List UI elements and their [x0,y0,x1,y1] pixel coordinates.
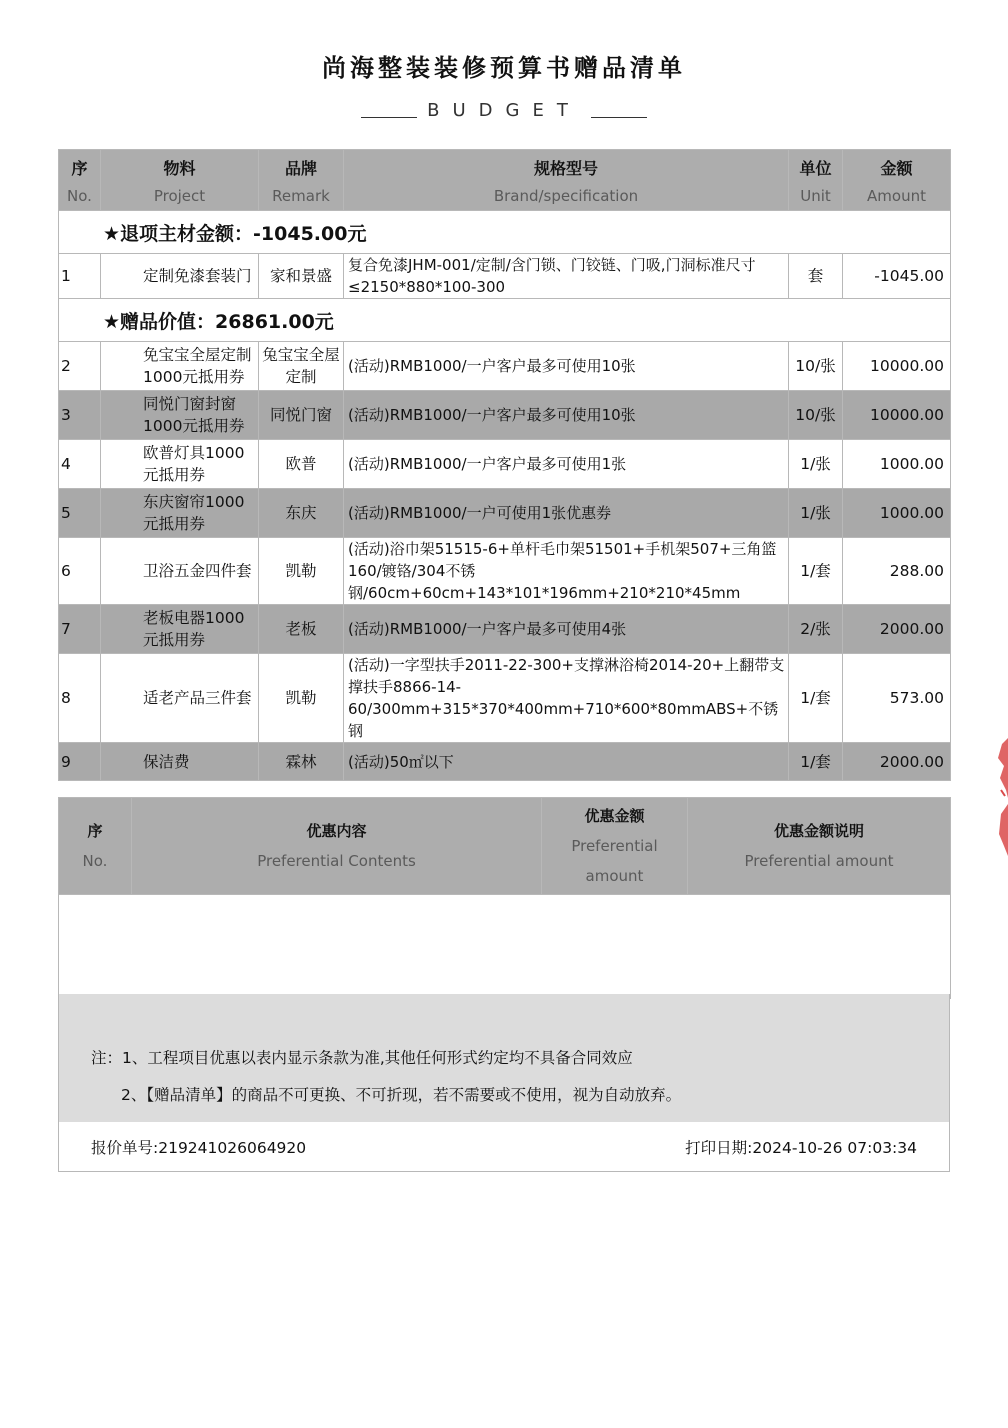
row-name: 同悦门窗封窗1000元抵用券 [101,391,259,440]
pref-header-contents: 优惠内容 Preferential Contents [132,798,542,895]
row-no: 5 [59,489,101,538]
table-row [59,605,951,654]
quote-number: 报价单号:219241026064920 [91,1139,307,1157]
subtitle-left-rule [361,117,417,118]
notes-section [58,994,950,1122]
row-spec: (活动)RMB1000/一户客户最多可使用10张 [344,342,789,391]
header-amount: 金额 Amount [843,150,951,211]
row-spec: (活动)浴巾架51515-6+单杆毛巾架51501+手机架507+三角篮160/镀铬/304不锈钢/60cm+60cm+143*101*196mm+210*210*45mm [344,538,789,605]
section-gift [59,299,951,342]
row-name: 欧普灯具1000元抵用券 [101,440,259,489]
stamp-fragment [996,738,1008,858]
row-unit: 1/套 [789,743,843,781]
row-brand: 家和景盛 [259,254,344,299]
table-row [59,254,951,299]
row-amount: 2000.00 [843,743,951,781]
note-line-1: 注：1、工程项目优惠以表内显示条款为准,其他任何形式约定均不具备合同效应 [91,1049,633,1067]
row-name: 定制免漆套装门 [101,254,259,299]
row-spec: (活动)50㎡以下 [344,743,789,781]
preferential-table-header [59,798,951,895]
header-unit: 单位 Unit [789,150,843,211]
row-no: 7 [59,605,101,654]
row-spec: 复合免漆JHM-001/定制/含门锁、门铰链、门吸,门洞标准尺寸≤2150*880*100-300 [344,254,789,299]
row-no: 1 [59,254,101,299]
row-no: 9 [59,743,101,781]
footer-bar [58,1122,950,1172]
row-spec: (活动)RMB1000/一户客户最多可使用1张 [344,440,789,489]
section-gift-label: ★赠品价值：26861.00元 [59,299,951,342]
table-row [59,391,951,440]
row-name: 卫浴五金四件套 [101,538,259,605]
table-row [59,654,951,743]
row-unit: 1/套 [789,538,843,605]
row-amount: 1000.00 [843,489,951,538]
preferential-table [58,797,951,999]
header-project: 物料 Project [101,150,259,211]
row-brand: 欧普 [259,440,344,489]
row-unit: 套 [789,254,843,299]
row-amount: 2000.00 [843,605,951,654]
row-no: 8 [59,654,101,743]
print-date: 打印日期:2024-10-26 07:03:34 [685,1139,917,1157]
row-brand: 凯勒 [259,654,344,743]
budget-table [58,149,951,781]
subtitle-text: BUDGET [427,100,581,121]
preferential-empty-row [59,895,951,1000]
preferential-empty-cell [59,895,951,1000]
header-spec: 规格型号 Brand/specification [344,150,789,211]
row-brand: 兔宝宝全屋定制 [259,342,344,391]
row-name: 东庆窗帘1000元抵用券 [101,489,259,538]
header-remark: 品牌 Remark [259,150,344,211]
row-no: 2 [59,342,101,391]
table-row [59,440,951,489]
subtitle-right-rule [591,117,647,118]
row-unit: 1/张 [789,489,843,538]
note-line-2: 2、【赠品清单】的商品不可更换、不可折现，若不需要或不使用，视为自动放弃。 [121,1086,682,1104]
document-title: 尚海整装装修预算书赠品清单 [322,54,686,82]
pref-header-no: 序 No. [59,798,132,895]
header-no: 序 No. [59,150,101,211]
row-unit: 1/套 [789,654,843,743]
row-name: 保洁费 [101,743,259,781]
row-no: 6 [59,538,101,605]
row-amount: 573.00 [843,654,951,743]
row-name: 适老产品三件套 [101,654,259,743]
row-spec: (活动)RMB1000/一户可使用1张优惠券 [344,489,789,538]
row-spec: (活动)RMB1000/一户客户最多可使用10张 [344,391,789,440]
row-no: 3 [59,391,101,440]
row-unit: 10/张 [789,342,843,391]
row-brand: 老板 [259,605,344,654]
table-row [59,342,951,391]
table-row [59,538,951,605]
row-brand: 凯勒 [259,538,344,605]
document-subtitle [0,100,1008,121]
row-amount: -1045.00 [843,254,951,299]
row-amount: 10000.00 [843,391,951,440]
row-unit: 10/张 [789,391,843,440]
table-row [59,743,951,781]
row-unit: 2/张 [789,605,843,654]
row-brand: 同悦门窗 [259,391,344,440]
table-row [59,489,951,538]
row-spec: (活动)一字型扶手2011-22-300+支撑淋浴椅2014-20+上翻带支撑扶手8866-14-60/300mm+315*370*400mm+710*600*80mmABS+不锈钢 [344,654,789,743]
row-amount: 288.00 [843,538,951,605]
pref-header-amount: 优惠金额 Preferential amount [542,798,688,895]
row-name: 免宝宝全屋定制1000元抵用券 [101,342,259,391]
row-spec: (活动)RMB1000/一户客户最多可使用4张 [344,605,789,654]
row-name: 老板电器1000元抵用券 [101,605,259,654]
pref-header-amount-note: 优惠金额说明 Preferential amount [688,798,951,895]
row-amount: 1000.00 [843,440,951,489]
row-brand: 东庆 [259,489,344,538]
row-amount: 10000.00 [843,342,951,391]
section-refund [59,211,951,254]
budget-table-header [59,150,951,211]
row-unit: 1/张 [789,440,843,489]
row-no: 4 [59,440,101,489]
section-refund-label: ★退项主材金额：-1045.00元 [59,211,951,254]
row-brand: 霖林 [259,743,344,781]
